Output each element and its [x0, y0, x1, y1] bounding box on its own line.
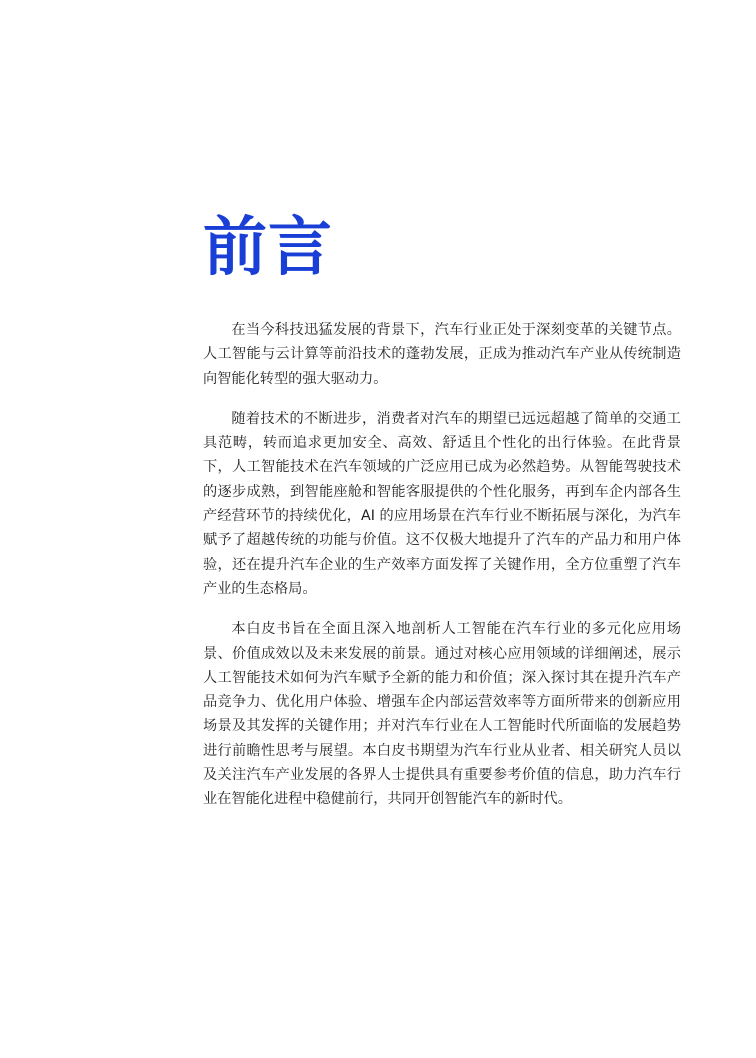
- paragraph-2: 随着技术的不断进步，消费者对汽车的期望已远远超越了简单的交通工具范畴，转而追求更加安全、高效、舒适且个性化的出行体验。在此背景下，人工智能技术在汽车领域的广泛应用已成为必然趋势。从智能驾驶技术的逐步成熟，到智能座舱和智能客服提供的个性化服务，再到车企内部各生产经营环节的持续优化，AI 的应用场景在汽车行业不断拓展与深化，为汽车赋予了超越传统的功能与价值。这不仅极大地提升了汽车的产品力和用户体验，还在提升汽车企业的生产效率方面发挥了关键作用，全方位重塑了汽车产业的生态格局。: [203, 410, 681, 597]
- paragraph-3: 本白皮书旨在全面且深入地剖析人工智能在汽车行业的多元化应用场景、价值成效以及未来发展的前景。通过对核心应用领域的详细阐述，展示人工智能技术如何为汽车赋予全新的能力和价值；深入探讨其在提升汽车产品竞争力、优化用户体验、增强车企内部运营效率等方面所带来的创新应用场景及其发挥的关键作用；并对汽车行业在人工智能时代所面临的发展趋势进行前瞻性思考与展望。本白皮书期望为汽车行业从业者、相关研究人员以及关注汽车产业发展的各界人士提供具有重要参考价值的信息，助力汽车行业在智能化进程中稳健前行，共同开创智能汽车的新时代。: [203, 621, 681, 808]
- page-title: 前言: [203, 211, 333, 285]
- body-text: [203, 318, 681, 828]
- paragraph-1: 在当今科技迅猛发展的背景下，汽车行业正处于深刻变革的关键节点。人工智能与云计算等前沿技术的蓬勃发展，正成为推动汽车产业从传统制造向智能化转型的强大驱动力。: [203, 322, 681, 387]
